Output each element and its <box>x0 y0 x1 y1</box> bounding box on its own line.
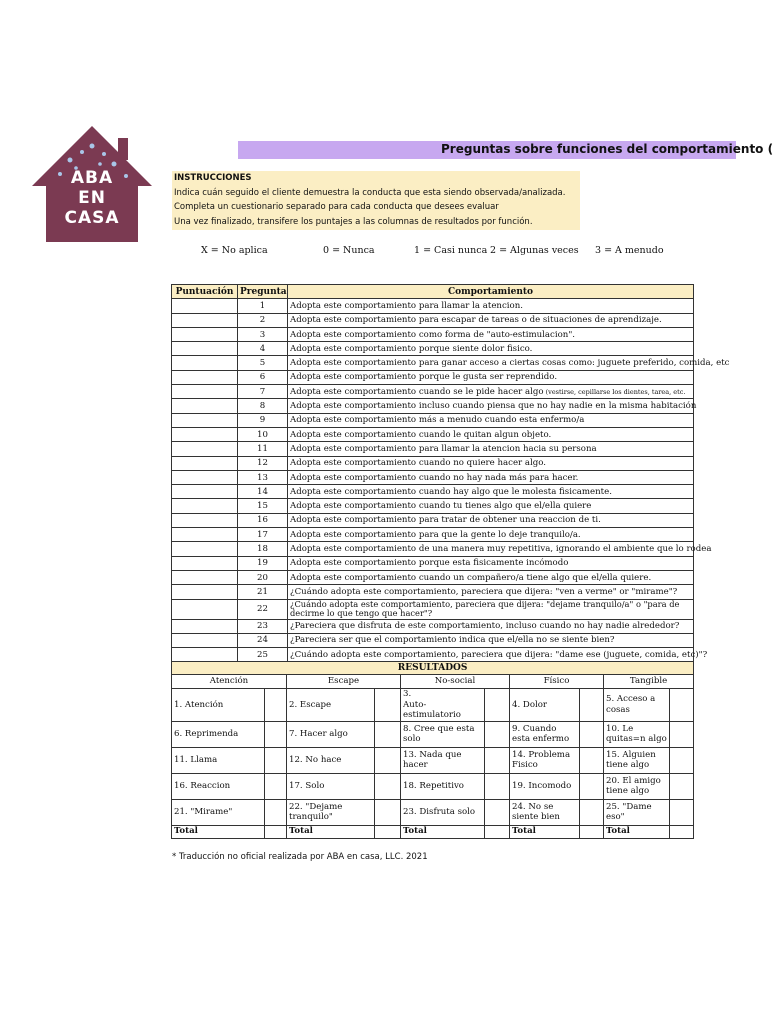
footer-note: * Traducción no oficial realizada por ABA en casa, LLC. 2021 <box>172 852 428 862</box>
total-score-cell[interactable] <box>265 825 287 838</box>
table-row <box>172 427 694 441</box>
question-number: 5 <box>238 356 288 370</box>
header-puntuacion: Puntuación <box>172 285 238 299</box>
table-row <box>172 313 694 327</box>
results-label: 19. Incomodo <box>510 773 580 799</box>
question-text-main: Adopta este comportamiento para tratar de obtener una reaccion de ti. <box>290 515 601 526</box>
results-label: 24. No se siente bien <box>510 799 580 825</box>
results-column-header: Físico <box>510 675 604 689</box>
results-score-cell[interactable] <box>265 799 287 825</box>
total-score-cell[interactable] <box>375 825 401 838</box>
question-text <box>288 485 694 499</box>
question-number: 4 <box>238 342 288 356</box>
question-text <box>288 342 694 356</box>
score-cell[interactable] <box>172 619 238 633</box>
total-label: Total <box>287 825 375 838</box>
results-column-header: No-social <box>401 675 510 689</box>
table-row <box>172 499 694 513</box>
total-score-cell[interactable] <box>670 825 694 838</box>
table-row <box>172 399 694 413</box>
results-row <box>172 689 694 722</box>
question-text <box>288 399 697 413</box>
results-label: 13. Nada que hacer <box>401 747 485 773</box>
results-score-cell[interactable] <box>670 721 694 747</box>
score-cell[interactable] <box>172 648 238 662</box>
question-text-main: Adopta este comportamiento cuando le quitan algun objeto. <box>290 429 552 440</box>
table-row <box>172 542 694 556</box>
results-heading: RESULTADOS <box>172 662 694 675</box>
question-text-note: (vestirse, cepillarse los dientes, tarea, etc. <box>543 387 686 396</box>
results-score-cell[interactable] <box>670 747 694 773</box>
question-text-main: Adopta este comportamiento cuando tu tienes algo que el/ella quiere <box>290 501 592 512</box>
question-text-main: Adopta este comportamiento porque esta fisicamente incómodo <box>290 558 569 569</box>
legend-item: 0 = Nunca <box>323 245 375 256</box>
question-text-main: ¿Cuándo adopta este comportamiento, pareciera que dijera: "dejame tranquilo/a" o "para de decirme lo que tengo que hacer"? <box>290 598 680 619</box>
score-cell[interactable] <box>172 499 238 513</box>
question-number: 10 <box>238 427 288 441</box>
score-cell[interactable] <box>172 413 238 427</box>
question-number: 22 <box>238 599 288 619</box>
results-label: 22. "Dejame tranquilo" <box>287 799 375 825</box>
results-label: 16. Reaccion <box>172 773 265 799</box>
legend-item: 3 = A menudo <box>595 245 664 256</box>
table-header-row <box>172 285 694 299</box>
results-label: 1. Atención <box>172 689 265 722</box>
table-row <box>172 470 694 484</box>
results-score-cell[interactable] <box>670 773 694 799</box>
title-bar <box>238 141 773 159</box>
score-cell[interactable] <box>172 599 238 619</box>
question-text-main: Adopta este comportamiento para llamar la atencion hacia su persona <box>290 443 597 454</box>
question-text-main: ¿Cuándo adopta este comportamiento, pareciera que dijera: "dame ese (juguete, comida, etc)"? <box>290 649 708 660</box>
results-label: 4. Dolor <box>510 689 580 722</box>
question-text-main: Adopta este comportamiento cuando se le pide hacer algo <box>290 386 544 397</box>
total-label: Total <box>604 825 670 838</box>
question-text-main: Adopta este comportamiento cuando no quiere hacer algo. <box>290 458 547 469</box>
table-row <box>172 585 694 599</box>
results-label: 5. Acceso a cosas <box>604 689 670 722</box>
question-number: 8 <box>238 399 288 413</box>
results-score-cell[interactable] <box>265 773 287 799</box>
results-score-cell[interactable] <box>375 747 401 773</box>
question-text <box>288 370 694 384</box>
table-row <box>172 413 694 427</box>
results-label: 10. Le quitas=n algo <box>604 721 670 747</box>
question-number: 14 <box>238 485 288 499</box>
question-text-main: Adopta este comportamiento porque le gusta ser reprendido. <box>290 372 558 383</box>
question-number: 18 <box>238 542 288 556</box>
question-text <box>288 470 694 484</box>
results-label: 6. Reprimenda <box>172 721 265 747</box>
table-row <box>172 356 694 370</box>
results-score-cell[interactable] <box>265 747 287 773</box>
logo-line-1: ABA <box>70 168 114 188</box>
question-text <box>288 313 694 327</box>
total-label: Total <box>510 825 580 838</box>
question-number: 19 <box>238 556 288 570</box>
question-number: 13 <box>238 470 288 484</box>
score-cell[interactable] <box>172 585 238 599</box>
questions-table <box>171 284 730 662</box>
table-row <box>172 370 694 384</box>
results-score-cell[interactable] <box>485 747 510 773</box>
table-row <box>172 342 694 356</box>
score-cell[interactable] <box>172 427 238 441</box>
results-label: 3. Auto-estimulatorio <box>401 689 485 722</box>
table-row <box>172 528 694 542</box>
total-label: Total <box>172 825 265 838</box>
aba-en-casa-logo <box>30 124 154 244</box>
score-cell[interactable] <box>172 542 238 556</box>
table-row <box>172 385 694 399</box>
results-row <box>172 799 694 825</box>
table-row <box>172 619 694 633</box>
results-score-cell[interactable] <box>580 721 604 747</box>
question-text <box>288 633 694 647</box>
question-text <box>288 327 694 341</box>
score-cell[interactable] <box>172 399 238 413</box>
total-label: Total <box>401 825 485 838</box>
score-cell[interactable] <box>172 370 238 384</box>
page-title: Preguntas sobre funciones del comportamiento ( <box>441 142 773 156</box>
table-row <box>172 442 694 456</box>
table-row <box>172 513 694 527</box>
total-score-cell[interactable] <box>580 825 604 838</box>
results-label: 2. Escape <box>287 689 375 722</box>
question-number: 9 <box>238 413 288 427</box>
question-number: 3 <box>238 327 288 341</box>
results-score-cell[interactable] <box>485 773 510 799</box>
results-score-cell[interactable] <box>375 689 401 722</box>
question-number: 12 <box>238 456 288 470</box>
legend-item: X = No aplica <box>201 245 268 256</box>
question-number: 1 <box>238 299 288 313</box>
results-label: 8. Cree que esta solo <box>401 721 485 747</box>
table-row <box>172 633 694 647</box>
total-score-cell[interactable] <box>485 825 510 838</box>
question-text-main: Adopta este comportamiento cuando no hay nada más para hacer. <box>290 472 579 483</box>
question-text <box>288 413 694 427</box>
question-text-main: Adopta este comportamiento para escapar de tareas o de situaciones de aprendizaje. <box>290 315 662 326</box>
score-cell[interactable] <box>172 470 238 484</box>
results-score-cell[interactable] <box>580 689 604 722</box>
score-cell[interactable] <box>172 513 238 527</box>
score-cell[interactable] <box>172 342 238 356</box>
instructions-box <box>172 171 580 230</box>
question-text <box>288 456 694 470</box>
score-cell[interactable] <box>172 456 238 470</box>
score-cell[interactable] <box>172 313 238 327</box>
instructions-heading: INSTRUCCIONES <box>174 173 252 183</box>
results-score-cell[interactable] <box>375 721 401 747</box>
score-cell[interactable] <box>172 633 238 647</box>
legend-item: 1 = Casi nunca <box>414 245 488 256</box>
score-cell[interactable] <box>172 556 238 570</box>
results-column-header: Tangible <box>604 675 694 689</box>
score-cell[interactable] <box>172 528 238 542</box>
results-label: 21. "Mirame" <box>172 799 265 825</box>
question-text <box>288 513 694 527</box>
question-number: 23 <box>238 619 288 633</box>
question-text <box>288 599 694 619</box>
results-score-cell[interactable] <box>580 799 604 825</box>
score-cell[interactable] <box>172 570 238 584</box>
table-row <box>172 648 694 662</box>
score-cell[interactable] <box>172 299 238 313</box>
question-text <box>288 570 694 584</box>
question-text-main: Adopta este comportamiento cuando hay algo que le molesta fisicamente. <box>290 486 612 497</box>
instruction-line: Una vez finalizado, transifere los puntajes a las columnas de resultados por función. <box>174 216 533 227</box>
question-number: 20 <box>238 570 288 584</box>
question-number: 24 <box>238 633 288 647</box>
results-label: 17. Solo <box>287 773 375 799</box>
question-number: 17 <box>238 528 288 542</box>
question-number: 25 <box>238 648 288 662</box>
question-number: 16 <box>238 513 288 527</box>
results-score-cell[interactable] <box>265 689 287 722</box>
results-label: 7. Hacer algo <box>287 721 375 747</box>
score-cell[interactable] <box>172 385 238 399</box>
question-number: 7 <box>238 385 288 399</box>
question-text <box>288 427 694 441</box>
results-column-header: Escape <box>287 675 401 689</box>
question-text <box>288 499 694 513</box>
table-row <box>172 485 694 499</box>
results-label: 12. No hace <box>287 747 375 773</box>
question-text <box>288 442 694 456</box>
question-text-main: Adopta este comportamiento para que la gente lo deje tranquilo/a. <box>290 529 581 540</box>
question-text <box>288 556 694 570</box>
results-label: 23. Disfruta solo <box>401 799 485 825</box>
table-row <box>172 456 694 470</box>
logo-line-2: EN <box>78 188 106 208</box>
question-text <box>288 299 694 313</box>
results-score-cell[interactable] <box>670 689 694 722</box>
results-label: 14. Problema Fisico <box>510 747 580 773</box>
results-score-cell[interactable] <box>485 799 510 825</box>
results-score-cell[interactable] <box>485 721 510 747</box>
question-text-main: ¿Pareciera ser que el comportamiento indica que el/ella no se siente bien? <box>290 635 615 646</box>
results-row <box>172 747 694 773</box>
results-score-cell[interactable] <box>375 773 401 799</box>
question-text <box>288 385 694 399</box>
question-text <box>288 648 708 662</box>
table-row <box>172 556 694 570</box>
question-text-main: ¿Cuándo adopta este comportamiento, pareciera que dijera: "ven a verme" or "mirame"? <box>290 586 678 597</box>
legend-item: 2 = Algunas veces <box>490 245 579 256</box>
question-text <box>288 619 694 633</box>
table-row <box>172 299 694 313</box>
question-number: 15 <box>238 499 288 513</box>
score-cell[interactable] <box>172 485 238 499</box>
question-text-main: Adopta este comportamiento para ganar acceso a ciertas cosas como: juguete preferido, comida, etc <box>290 358 730 369</box>
results-score-cell[interactable] <box>580 747 604 773</box>
question-number: 6 <box>238 370 288 384</box>
question-number: 21 <box>238 585 288 599</box>
table-row <box>172 570 694 584</box>
results-label: 25. "Dame eso" <box>604 799 670 825</box>
instruction-line: Completa un cuestionario separado para cada conducta que desees evaluar <box>174 202 499 212</box>
question-text-main: Adopta este comportamiento cuando un compañero/a tiene algo que el/ella quiere. <box>290 572 652 583</box>
question-text <box>288 528 694 542</box>
instruction-line: Indica cuán seguido el cliente demuestra la conducta que esta siendo observada/analizada. <box>174 187 566 198</box>
header-comportamiento: Comportamiento <box>288 285 694 299</box>
results-score-cell[interactable] <box>485 689 510 722</box>
score-cell[interactable] <box>172 442 238 456</box>
score-cell[interactable] <box>172 327 238 341</box>
results-table <box>171 661 694 839</box>
results-score-cell[interactable] <box>670 799 694 825</box>
question-text <box>288 585 694 599</box>
results-label: 20. El amigo tiene algo <box>604 773 670 799</box>
question-text-main: ¿Pareciera que disfruta de este comportamiento, incluso cuando no hay nadie alrededor? <box>290 621 680 632</box>
question-text <box>288 356 730 370</box>
results-score-cell[interactable] <box>265 721 287 747</box>
results-label: 18. Repetitivo <box>401 773 485 799</box>
results-label: 9. Cuando esta enfermo <box>510 721 580 747</box>
question-text-main: Adopta este comportamiento incluso cuando piensa que no hay nadie en la misma habitación <box>290 401 697 412</box>
results-score-cell[interactable] <box>580 773 604 799</box>
question-text-main: Adopta este comportamiento porque siente dolor fisico. <box>290 343 533 354</box>
results-row <box>172 773 694 799</box>
question-number: 2 <box>238 313 288 327</box>
question-text <box>288 542 712 556</box>
question-text-main: Adopta este comportamiento de una manera muy repetitiva, ignorando el ambiente que lo rodea <box>290 543 712 554</box>
results-label: 11. Llama <box>172 747 265 773</box>
results-label: 15. Alguien tiene algo <box>604 747 670 773</box>
question-text-main: Adopta este comportamiento para llamar la atencion. <box>290 300 523 311</box>
results-column-header: Atención <box>172 675 287 689</box>
header-pregunta: Pregunta <box>238 285 288 299</box>
question-text-main: Adopta este comportamiento como forma de "auto-estimulacion". <box>290 329 576 340</box>
table-row <box>172 327 694 341</box>
question-number: 11 <box>238 442 288 456</box>
table-row <box>172 599 694 619</box>
logo-line-3: CASA <box>64 208 120 228</box>
results-row <box>172 721 694 747</box>
results-score-cell[interactable] <box>375 799 401 825</box>
question-text-main: Adopta este comportamiento más a menudo cuando esta enfermo/a <box>290 415 585 426</box>
score-cell[interactable] <box>172 356 238 370</box>
